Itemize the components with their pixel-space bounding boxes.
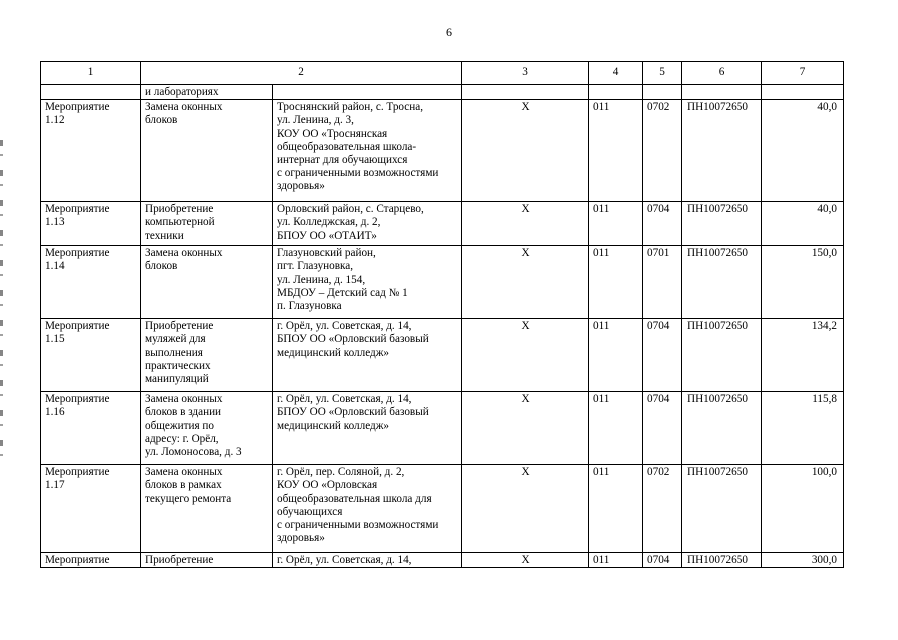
table-row (41, 246, 844, 319)
col6-cell: ПН10072650 (682, 392, 762, 465)
measure-name-cell: Мероприятие 1.14 (41, 246, 141, 319)
measure-name-cell: Мероприятие 1.16 (41, 392, 141, 465)
empty-cell (273, 85, 462, 100)
header-col-6: 6 (682, 62, 762, 85)
col4-cell: 011 (589, 465, 643, 553)
col5-cell: 0702 (643, 100, 682, 202)
col6-cell: ПН10072650 (682, 100, 762, 202)
col3-cell: X (462, 100, 589, 202)
measure-address-cell: Орловский район, с. Старцево, ул. Колледжская, д. 2, БПОУ ОО «ОТАИТ» (273, 202, 462, 246)
table-row (41, 319, 844, 392)
table-row (41, 100, 844, 202)
measure-address-cell: г. Орёл, ул. Советская, д. 14, БПОУ ОО «Орловский базовый медицинский колледж» (273, 319, 462, 392)
col5-cell: 0702 (643, 465, 682, 553)
col7-amount-cell: 150,0 (762, 246, 844, 319)
col4-cell: 011 (589, 392, 643, 465)
header-col-1: 1 (41, 62, 141, 85)
table-row (41, 553, 844, 568)
col4-cell: 011 (589, 246, 643, 319)
col6-cell: ПН10072650 (682, 202, 762, 246)
col4-cell: 011 (589, 553, 643, 568)
header-col-4: 4 (589, 62, 643, 85)
col4-cell: 011 (589, 202, 643, 246)
col5-cell: 0704 (643, 392, 682, 465)
col7-amount-cell: 40,0 (762, 202, 844, 246)
measure-description-cell: Приобретение муляжей для выполнения практических манипуляций (141, 319, 273, 392)
measure-description-cell: Замена оконных блоков (141, 100, 273, 202)
measure-address-cell: г. Орёл, ул. Советская, д. 14, БПОУ ОО «Орловский базовый медицинский колледж» (273, 392, 462, 465)
measure-address-cell: г. Орёл, ул. Советская, д. 14, (273, 553, 462, 568)
page-number: 6 (446, 25, 452, 39)
scan-edge-marks (0, 140, 3, 470)
continuation-cell-empty (41, 85, 141, 100)
header-col-3: 3 (462, 62, 589, 85)
col7-amount-cell: 100,0 (762, 465, 844, 553)
col4-cell: 011 (589, 319, 643, 392)
col6-cell: ПН10072650 (682, 553, 762, 568)
measure-description-cell: Замена оконных блоков (141, 246, 273, 319)
empty-cell (762, 85, 844, 100)
measure-address-cell: г. Орёл, пер. Соляной, д. 2, КОУ ОО «Орловская общеобразовательная школа для обучающихся с ограниченными возможностями здоровья» (273, 465, 462, 553)
header-col-2: 2 (141, 62, 462, 85)
measure-address-cell: Троснянский район, с. Тросна, ул. Ленина, д. 3, КОУ ОО «Троснянская общеобразовательная школа- интернат для обучающихся с ограниченными возможностями здоровья» (273, 100, 462, 202)
table-row (41, 465, 844, 553)
empty-cell (682, 85, 762, 100)
col6-cell: ПН10072650 (682, 246, 762, 319)
col3-cell: X (462, 319, 589, 392)
col6-cell: ПН10072650 (682, 465, 762, 553)
col5-cell: 0704 (643, 319, 682, 392)
empty-cell (462, 85, 589, 100)
col3-cell: X (462, 392, 589, 465)
empty-cell (643, 85, 682, 100)
table-row (41, 392, 844, 465)
col3-cell: X (462, 246, 589, 319)
measure-name-cell: Мероприятие 1.15 (41, 319, 141, 392)
measure-description-cell: Приобретение (141, 553, 273, 568)
header-col-5: 5 (643, 62, 682, 85)
col5-cell: 0704 (643, 553, 682, 568)
col5-cell: 0701 (643, 246, 682, 319)
col7-amount-cell: 40,0 (762, 100, 844, 202)
measure-name-cell: Мероприятие 1.17 (41, 465, 141, 553)
col3-cell: X (462, 202, 589, 246)
measure-name-cell: Мероприятие 1.13 (41, 202, 141, 246)
continuation-text: и лабораториях (141, 85, 273, 100)
table-row (41, 202, 844, 246)
col7-amount-cell: 115,8 (762, 392, 844, 465)
col5-cell: 0704 (643, 202, 682, 246)
measure-description-cell: Замена оконных блоков в здании общежития по адресу: г. Орёл, ул. Ломоносова, д. 3 (141, 392, 273, 465)
col6-cell: ПН10072650 (682, 319, 762, 392)
col7-amount-cell: 134,2 (762, 319, 844, 392)
measure-description-cell: Замена оконных блоков в рамках текущего ремонта (141, 465, 273, 553)
continuation-row (41, 85, 844, 100)
col3-cell: X (462, 553, 589, 568)
header-col-7: 7 (762, 62, 844, 85)
measure-name-cell: Мероприятие 1.12 (41, 100, 141, 202)
measure-description-cell: Приобретение компьютерной техники (141, 202, 273, 246)
col7-amount-cell: 300,0 (762, 553, 844, 568)
table-header (41, 62, 844, 85)
budget-measures-table (40, 61, 844, 568)
measure-name-cell: Мероприятие (41, 553, 141, 568)
measure-address-cell: Глазуновский район, пгт. Глазуновка, ул. Ленина, д. 154, МБДОУ – Детский сад № 1 п. Глазуновка (273, 246, 462, 319)
empty-cell (589, 85, 643, 100)
col4-cell: 011 (589, 100, 643, 202)
col3-cell: X (462, 465, 589, 553)
